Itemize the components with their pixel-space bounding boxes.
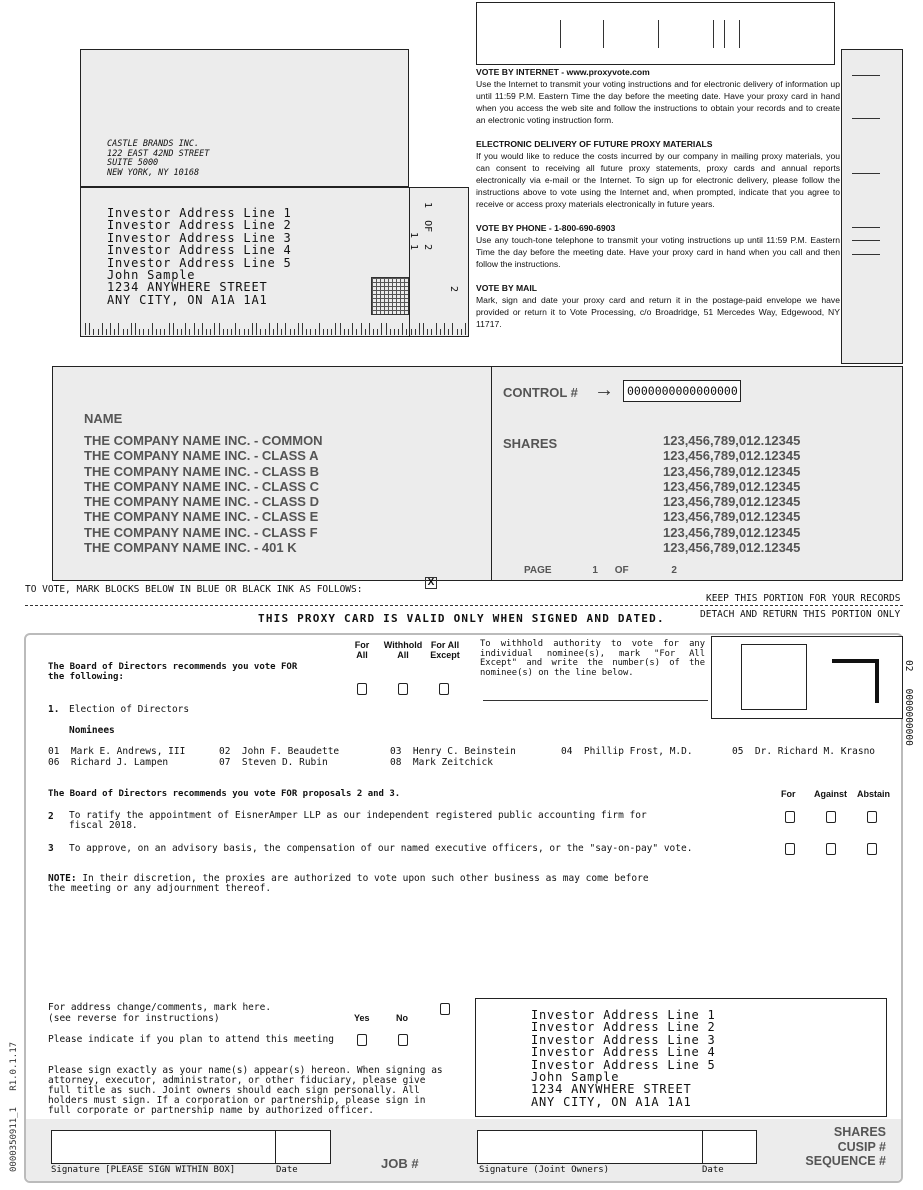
barcode-tick bbox=[394, 329, 395, 335]
company-name: THE COMPANY NAME INC. - CLASS E bbox=[84, 509, 319, 525]
address-line: Investor Address Line 5 bbox=[107, 255, 292, 270]
tab-mark bbox=[852, 240, 880, 241]
address-change-label bbox=[48, 1002, 271, 1024]
nominee-name: Phillip Frost, M.D. bbox=[583, 746, 693, 757]
sign-instructions: Please sign exactly as your name(s) appear(s) hereon. When signing as attorney, executor, administrator, or other fiduciary, please give full title as such. Joint owners should each sign personally. All holders must sign. If a corporation or partnership, please sign in full corporate or partnership name by authorized officer. bbox=[48, 1065, 443, 1116]
nominee bbox=[561, 746, 693, 757]
page-total-num: 2 bbox=[671, 565, 677, 576]
barcode-tick bbox=[227, 329, 228, 335]
share-amount: 123,456,789,012.12345 bbox=[663, 478, 801, 494]
grid-symbol bbox=[371, 277, 409, 315]
share-amount: 123,456,789,012.12345 bbox=[663, 433, 801, 448]
barcode-tick bbox=[210, 329, 211, 335]
item3-against-checkbox[interactable] bbox=[826, 843, 836, 855]
barcode-tick bbox=[369, 323, 370, 335]
barcode-tick bbox=[315, 329, 316, 335]
barcode-tick bbox=[85, 323, 86, 335]
barcode-tick bbox=[281, 329, 282, 335]
address-line: Investor Address Line 2 bbox=[107, 218, 292, 233]
note bbox=[48, 874, 658, 894]
cusip-label: CUSIP # bbox=[837, 1139, 886, 1154]
item2-against-checkbox[interactable] bbox=[826, 811, 836, 823]
item1-text: Election of Directors bbox=[69, 704, 190, 715]
no-label: No bbox=[396, 1013, 408, 1023]
sender-line: CASTLE BRANDS INC. bbox=[107, 139, 200, 149]
date-label: Date bbox=[276, 1165, 298, 1175]
page-footer bbox=[524, 565, 677, 576]
nominee-num: 01 bbox=[48, 746, 60, 757]
barcode-tick bbox=[152, 323, 153, 335]
barcode-tick bbox=[340, 323, 341, 335]
company-name: THE COMPANY NAME INC. - COMMON bbox=[84, 433, 323, 448]
tab-mark bbox=[852, 173, 880, 174]
sender-line: 122 EAST 42ND STREET bbox=[107, 148, 210, 159]
barcode-tick bbox=[252, 323, 253, 335]
barcode-tick bbox=[427, 329, 428, 335]
note-label: NOTE: bbox=[48, 873, 77, 884]
item3-number: 3 bbox=[48, 843, 54, 854]
page-indicator-lower: 1 1 bbox=[408, 232, 419, 251]
barcode-tick bbox=[419, 323, 420, 335]
for-all-except-checkbox[interactable] bbox=[439, 683, 449, 695]
barcode-tick bbox=[457, 329, 458, 335]
tab-mark bbox=[852, 227, 880, 228]
barcode-tick bbox=[356, 329, 357, 335]
phone-text: Use any touch-tone telephone to transmit your voting instructions up until 11:59 P.M. Eastern Time the day before the meeting date. Have your proxy card in hand when you call and then follow the instructions. bbox=[476, 235, 840, 269]
barcode-tick bbox=[223, 329, 224, 335]
side-code: 0000350911_1 R1.0.1.17 bbox=[9, 1041, 19, 1172]
electronic-title: ELECTRONIC DELIVERY OF FUTURE PROXY MATERIALS bbox=[476, 139, 713, 149]
col-against: Against bbox=[814, 789, 848, 799]
signature-box[interactable] bbox=[51, 1130, 276, 1164]
barcode-tick bbox=[206, 329, 207, 335]
page-indicator-vertical bbox=[422, 202, 433, 250]
barcode-tick bbox=[398, 329, 399, 335]
barcode-tick bbox=[139, 329, 140, 335]
share-amount: 123,456,789,012.12345 bbox=[663, 509, 801, 525]
address-change-checkbox[interactable] bbox=[440, 1003, 450, 1015]
barcode-tick bbox=[260, 329, 261, 335]
barcode-tick bbox=[194, 323, 195, 335]
valid-notice: THIS PROXY CARD IS VALID ONLY WHEN SIGNED AND DATED. bbox=[258, 612, 665, 625]
barcode-tick bbox=[448, 329, 449, 335]
company-name: THE COMPANY NAME INC. - CLASS C bbox=[84, 478, 319, 494]
company-name: THE COMPANY NAME INC. - CLASS F bbox=[84, 524, 318, 540]
barcode-tick bbox=[248, 329, 249, 335]
address-change-text: For address change/comments, mark here. bbox=[48, 1002, 272, 1013]
address-line: ANY CITY, ON A1A 1A1 bbox=[531, 1094, 692, 1109]
nominee-num: 06 bbox=[48, 757, 60, 768]
barcode-bar bbox=[560, 20, 561, 48]
nominee-name: Dr. Richard M. Krasno bbox=[754, 746, 876, 757]
barcode-tick bbox=[411, 329, 412, 335]
barcode-tick bbox=[390, 329, 391, 335]
postal-barcode bbox=[85, 321, 469, 335]
item3-for-checkbox[interactable] bbox=[785, 843, 795, 855]
barcode-bar bbox=[739, 20, 740, 48]
company-name: THE COMPANY NAME INC. - CLASS D bbox=[84, 494, 319, 510]
sequence-label: SEQUENCE # bbox=[805, 1154, 886, 1168]
barcode-tick bbox=[402, 323, 403, 335]
sender-address bbox=[107, 140, 209, 178]
barcode-tick bbox=[361, 323, 362, 335]
company-name: THE COMPANY NAME INC. - CLASS A bbox=[84, 448, 319, 464]
barcode-tick bbox=[265, 329, 266, 335]
barcode-tick bbox=[415, 329, 416, 335]
nominee-num: 07 bbox=[219, 757, 231, 768]
voting-instructions bbox=[476, 66, 840, 330]
barcode-tick bbox=[465, 323, 466, 335]
barcode-tick bbox=[231, 329, 232, 335]
barcode-tick bbox=[298, 323, 299, 335]
nominee-num: 05 bbox=[732, 746, 744, 757]
barcode-tick bbox=[331, 329, 332, 335]
scan-inner-square bbox=[741, 644, 807, 710]
barcode-tick bbox=[377, 329, 378, 335]
col-for: For bbox=[781, 789, 796, 799]
joint-date-box[interactable] bbox=[702, 1130, 757, 1164]
nominee bbox=[48, 757, 168, 768]
note-text: In their discretion, the proxies are authorized to vote upon such other business as may come before the meeting or any adjournment thereof. bbox=[48, 873, 649, 894]
barcode-tick bbox=[160, 329, 161, 335]
nominee-name: John F. Beaudette bbox=[241, 746, 340, 757]
address-line: Investor Address Line 1 bbox=[531, 1008, 716, 1022]
sender-line: SUITE 5000 bbox=[107, 158, 159, 168]
nominee-exception-line[interactable] bbox=[483, 700, 708, 701]
electronic-text: If you would like to reduce the costs incurred by our company in mailing proxy materials, you can consent to receiving all future proxy statements, proxy cards and annual reports electronically via e-mail or the Internet. To sign up for electronic delivery, please follow the instructions above to vote using the Internet and, when prompted, indicate that you agree to receive or access proxy materials electronically in future years. bbox=[476, 151, 840, 209]
barcode-tick bbox=[244, 329, 245, 335]
barcode-tick bbox=[461, 329, 462, 335]
proposals-recommend: The Board of Directors recommends you vote FOR proposals 2 and 3. bbox=[48, 789, 401, 799]
page-of: OF bbox=[422, 220, 433, 233]
control-number: 0000000000000000 bbox=[623, 380, 741, 402]
barcode-tick bbox=[198, 329, 199, 335]
signature-label: Signature [PLEASE SIGN WITHIN BOX] bbox=[51, 1165, 236, 1175]
internet-title: VOTE BY INTERNET - www.proxyvote.com bbox=[476, 67, 650, 77]
internet-text: Use the Internet to transmit your voting instructions and for electronic delivery of information up until 11:59 P.M. Eastern Time the day before the meeting date. Have your proxy card in hand when you access the web site and follow the instructions to obtain your records and to create an electronic voting instruction form. bbox=[476, 79, 840, 125]
share-amount: 123,456,789,012.12345 bbox=[663, 494, 801, 510]
corner-mark bbox=[832, 659, 879, 703]
barcode-tick bbox=[444, 323, 445, 335]
mark-example-box bbox=[425, 577, 437, 589]
barcode-tick bbox=[335, 323, 336, 335]
barcode-tick bbox=[323, 329, 324, 335]
barcode-tick bbox=[189, 329, 190, 335]
item3-abstain-checkbox[interactable] bbox=[867, 843, 877, 855]
barcode-tick bbox=[173, 323, 174, 335]
barcode-tick bbox=[348, 329, 349, 335]
mail-text: Mark, sign and date your proxy card and return it in the postage-paid envelope we have provided or return it to Vote Processing, c/o Broadridge, 51 Mercedes Way, Edgewood, NY 11717. bbox=[476, 295, 840, 329]
barcode-tick bbox=[135, 323, 136, 335]
barcode-tick bbox=[381, 323, 382, 335]
barcode-tick bbox=[202, 323, 203, 335]
control-label: CONTROL # bbox=[503, 385, 578, 400]
address-line: ANY CITY, ON A1A 1A1 bbox=[107, 292, 268, 307]
nominee-num: 08 bbox=[390, 757, 402, 768]
shares-list bbox=[663, 433, 800, 555]
item2-abstain-checkbox[interactable] bbox=[867, 811, 877, 823]
barcode-tick bbox=[327, 329, 328, 335]
for-all-checkbox[interactable] bbox=[357, 683, 367, 695]
sender-line: NEW YORK, NY 10168 bbox=[107, 167, 200, 178]
shares-code-label: SHARES bbox=[833, 1125, 886, 1139]
barcode-tick bbox=[256, 323, 257, 335]
control-shares-box bbox=[491, 366, 903, 581]
address-line: 1234 ANYWHERE STREET bbox=[531, 1082, 692, 1097]
share-amount: 123,456,789,012.12345 bbox=[663, 463, 801, 479]
barcode-tick bbox=[148, 329, 149, 335]
barcode-tick bbox=[118, 323, 119, 335]
barcode-tick bbox=[386, 323, 387, 335]
company-name: THE COMPANY NAME INC. - 401 K bbox=[84, 540, 297, 556]
barcode-tick bbox=[110, 323, 111, 335]
address-line: John Sample bbox=[531, 1070, 620, 1085]
phone-title: VOTE BY PHONE - 1-800-690-6903 bbox=[476, 223, 616, 233]
joint-date-label: Date bbox=[702, 1165, 724, 1175]
barcode-tick bbox=[239, 329, 240, 335]
nominees-label: Nominees bbox=[69, 725, 115, 736]
col-for-all: For All bbox=[354, 640, 370, 660]
address-line: Investor Address Line 4 bbox=[107, 243, 292, 258]
barcode-tick bbox=[277, 323, 278, 335]
barcode-tick bbox=[306, 329, 307, 335]
barcode-tick bbox=[452, 323, 453, 335]
date-box[interactable] bbox=[275, 1130, 331, 1164]
withhold-instruction: To withhold authority to vote for any individual nominee(s), mark "For All Except" and write the number(s) of the nominee(s) on the line below. bbox=[480, 639, 705, 678]
nominee bbox=[390, 746, 516, 757]
barcode-tick bbox=[131, 323, 132, 335]
address-line: Investor Address Line 4 bbox=[531, 1045, 716, 1060]
withhold-all-checkbox[interactable] bbox=[398, 683, 408, 695]
nominee-num: 04 bbox=[561, 746, 573, 757]
barcode-tick bbox=[143, 329, 144, 335]
barcode-tick bbox=[440, 329, 441, 335]
page-num: 1 bbox=[592, 565, 598, 576]
barcode-tick bbox=[352, 323, 353, 335]
mark-example: X bbox=[427, 577, 435, 588]
window-divider bbox=[409, 188, 410, 336]
address-line: 1234 ANYWHERE STREET bbox=[107, 280, 268, 295]
scan-box bbox=[711, 636, 903, 719]
barcode-tick bbox=[164, 329, 165, 335]
nominee bbox=[219, 757, 328, 768]
barcode-bar bbox=[603, 20, 604, 48]
barcode-tick bbox=[436, 323, 437, 335]
right-vertical-code: 02 0000000000 bbox=[903, 660, 914, 746]
barcode-tick bbox=[373, 329, 374, 335]
barcode-tick bbox=[89, 323, 90, 335]
barcode-tick bbox=[269, 323, 270, 335]
item2-text: To ratify the appointment of EisnerAmper LLP as our independent registered public accounting firm for fiscal 2018. bbox=[69, 810, 647, 831]
barcode-box bbox=[476, 2, 835, 65]
job-label: JOB # bbox=[381, 1156, 419, 1171]
right-tab-strip bbox=[841, 49, 903, 364]
barcode-tick bbox=[406, 329, 407, 335]
nominee bbox=[219, 746, 339, 757]
share-amount: 123,456,789,012.12345 bbox=[663, 448, 801, 464]
shares-label: SHARES bbox=[503, 436, 558, 451]
control-arrow: → bbox=[594, 379, 614, 401]
joint-signature-box[interactable] bbox=[477, 1130, 703, 1164]
holdings-box bbox=[52, 366, 492, 581]
barcode-tick bbox=[344, 329, 345, 335]
nominee-name: Steven D. Rubin bbox=[241, 757, 328, 768]
barcode-tick bbox=[181, 329, 182, 335]
keep-portion-text: KEEP THIS PORTION FOR YOUR RECORDS bbox=[706, 593, 901, 604]
barcode-tick bbox=[214, 323, 215, 335]
item2-for-checkbox[interactable] bbox=[785, 811, 795, 823]
company-name: THE COMPANY NAME INC. - CLASS B bbox=[84, 463, 319, 479]
barcode-tick bbox=[185, 323, 186, 335]
dashed-separator bbox=[25, 605, 903, 606]
id-labels bbox=[770, 1125, 886, 1169]
barcode-tick bbox=[290, 329, 291, 335]
address-line: Investor Address Line 3 bbox=[531, 1032, 716, 1047]
tab-mark bbox=[852, 254, 880, 255]
page-total: 2 bbox=[422, 244, 433, 251]
nominee-name: Henry C. Beinstein bbox=[412, 746, 516, 757]
barcode-tick bbox=[102, 323, 103, 335]
yes-label: Yes bbox=[354, 1013, 370, 1023]
mark-instruction: TO VOTE, MARK BLOCKS BELOW IN BLUE OR BLACK INK AS FOLLOWS: bbox=[25, 584, 363, 595]
barcode-tick bbox=[93, 329, 94, 335]
attend-text: Please indicate if you plan to attend this meeting bbox=[48, 1034, 334, 1045]
joint-signature-label: Signature (Joint Owners) bbox=[479, 1165, 610, 1175]
nominee-num: 02 bbox=[219, 746, 231, 757]
board-recommend: The Board of Directors recommends you vote FOR the following: bbox=[48, 662, 298, 682]
barcode-tick bbox=[156, 329, 157, 335]
barcode-tick bbox=[114, 329, 115, 335]
barcode-tick bbox=[431, 329, 432, 335]
col-abstain: Abstain bbox=[857, 789, 891, 799]
tab-mark bbox=[852, 118, 880, 119]
name-label: NAME bbox=[84, 411, 123, 426]
barcode-tick bbox=[177, 329, 178, 335]
barcode-tick bbox=[365, 329, 366, 335]
barcode-tick bbox=[219, 323, 220, 335]
nominee-num: 03 bbox=[390, 746, 402, 757]
address-line: John Sample bbox=[107, 268, 196, 283]
attend-no-checkbox[interactable] bbox=[398, 1034, 408, 1046]
nominee bbox=[48, 746, 185, 757]
barcode-bar bbox=[713, 20, 714, 48]
barcode-tick bbox=[302, 323, 303, 335]
nominee bbox=[732, 746, 875, 757]
barcode-tick bbox=[235, 323, 236, 335]
barcode-tick bbox=[123, 329, 124, 335]
col-withhold-all: Withhold All bbox=[383, 640, 423, 660]
company-list bbox=[84, 433, 323, 555]
item3-text: To approve, on an advisory basis, the compensation of our named executive officers, or the "say-on-pay" vote. bbox=[69, 843, 693, 854]
address-line: Investor Address Line 2 bbox=[531, 1020, 716, 1035]
share-amount: 123,456,789,012.12345 bbox=[663, 524, 801, 540]
mail-title: VOTE BY MAIL bbox=[476, 283, 537, 293]
col-for-all-except: For All Except bbox=[430, 640, 460, 660]
barcode-tick bbox=[169, 323, 170, 335]
page-label: PAGE bbox=[524, 565, 552, 576]
nominee bbox=[390, 757, 493, 768]
address-line: Investor Address Line 5 bbox=[531, 1057, 716, 1072]
barcode-bar bbox=[658, 20, 659, 48]
nominee-name: Mark Zeitchick bbox=[412, 757, 493, 768]
item1-number: 1. bbox=[48, 704, 60, 715]
barcode-tick bbox=[98, 329, 99, 335]
sender-window bbox=[80, 49, 409, 187]
tab-mark bbox=[852, 75, 880, 76]
address-line: Investor Address Line 3 bbox=[107, 230, 292, 245]
address-line: Investor Address Line 1 bbox=[107, 206, 292, 220]
barcode-tick bbox=[273, 329, 274, 335]
return-address-box bbox=[475, 998, 887, 1117]
barcode-tick bbox=[285, 323, 286, 335]
barcode-tick bbox=[294, 329, 295, 335]
barcode-bar bbox=[724, 20, 725, 48]
page-of-label: OF bbox=[614, 565, 629, 576]
detach-text: DETACH AND RETURN THIS PORTION ONLY bbox=[700, 609, 901, 620]
nominee-name: Mark E. Andrews, III bbox=[70, 746, 186, 757]
barcode-tick bbox=[127, 329, 128, 335]
address-change-sub: (see reverse for instructions) bbox=[48, 1013, 220, 1024]
page-current: 1 bbox=[422, 202, 433, 209]
nominee-name: Richard J. Lampen bbox=[70, 757, 169, 768]
mail-address-window bbox=[80, 187, 469, 337]
barcode-tick bbox=[310, 329, 311, 335]
page-indicator-two: 2 bbox=[448, 286, 459, 293]
share-amount: 123,456,789,012.12345 bbox=[663, 540, 801, 556]
barcode-tick bbox=[106, 329, 107, 335]
mail-address bbox=[107, 207, 292, 306]
attend-yes-checkbox[interactable] bbox=[357, 1034, 367, 1046]
return-address bbox=[531, 1009, 716, 1108]
item2-number: 2 bbox=[48, 811, 54, 822]
barcode-tick bbox=[319, 323, 320, 335]
barcode-tick bbox=[423, 323, 424, 335]
